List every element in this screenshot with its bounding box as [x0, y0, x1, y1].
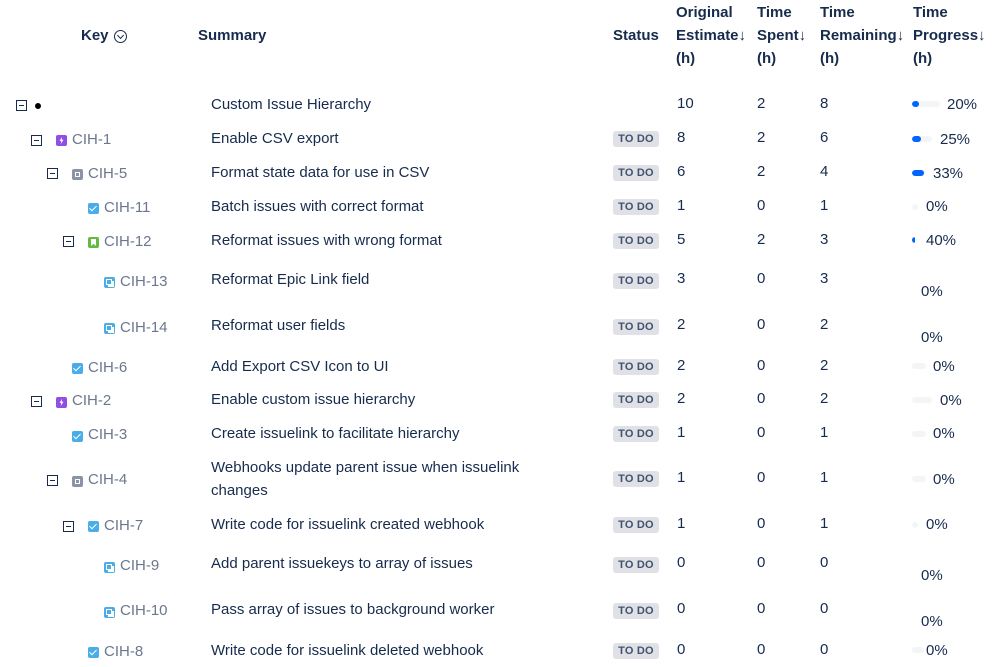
issue-key-link[interactable]: CIH-12 [104, 233, 152, 250]
issue-summary[interactable]: Enable CSV export [211, 130, 339, 147]
time-spent: 2 [757, 231, 766, 248]
progress-percent: 0% [933, 358, 955, 375]
original-estimate: 1 [677, 469, 686, 486]
status-badge[interactable]: TO DO [613, 471, 659, 487]
task-icon [88, 521, 99, 532]
time-spent: 0 [757, 390, 766, 407]
header-line: Time [757, 4, 792, 21]
summary-header-label: Summary [198, 27, 267, 44]
subtask-icon [104, 607, 115, 618]
progress-percent: 25% [940, 131, 971, 148]
collapse-toggle-icon[interactable] [47, 475, 58, 486]
task-icon [72, 431, 83, 442]
issue-summary[interactable]: Create issuelink to facilitate hierarchy [211, 425, 460, 442]
sort-down-arrow-icon: ↓ [798, 27, 807, 44]
column-header-time-remaining[interactable] [820, 1, 904, 70]
collapse-toggle-icon[interactable] [31, 135, 42, 146]
time-remaining: 8 [820, 95, 829, 112]
progress-bar [912, 397, 932, 403]
collapse-toggle-icon[interactable] [63, 236, 74, 247]
original-estimate: 2 [677, 357, 686, 374]
column-header-status[interactable] [613, 24, 659, 47]
progress-bar [912, 204, 918, 210]
story-icon [88, 237, 99, 248]
header-line: Remaining↓ [820, 27, 905, 44]
issue-key-link[interactable]: CIH-10 [120, 602, 168, 619]
issue-key-link[interactable]: CIH-3 [88, 426, 128, 443]
status-badge[interactable]: TO DO [613, 233, 659, 249]
progress-bar [912, 647, 924, 653]
time-remaining: 3 [820, 231, 829, 248]
time-spent: 2 [757, 95, 766, 112]
progress-percent: 20% [947, 96, 978, 113]
task-icon [88, 647, 99, 658]
status-badge[interactable]: TO DO [613, 643, 659, 659]
progress-percent: 0% [940, 392, 962, 409]
original-estimate: 2 [677, 316, 686, 333]
header-line: (h) [757, 50, 777, 67]
original-estimate: 2 [677, 390, 686, 407]
original-estimate: 1 [677, 424, 686, 441]
issue-summary[interactable]: Pass array of issues to background worker [211, 601, 495, 618]
issue-key-link[interactable]: CIH-13 [120, 273, 168, 290]
original-estimate: 6 [677, 163, 686, 180]
progress-fill [912, 170, 924, 176]
issue-summary[interactable]: Add Export CSV Icon to UI [211, 358, 389, 375]
subtask-icon [72, 169, 83, 180]
time-spent: 0 [757, 515, 766, 532]
original-estimate: 0 [677, 600, 686, 617]
progress-percent: 0% [933, 471, 955, 488]
header-line: Spent↓ [757, 27, 807, 44]
progress-percent: 0% [926, 642, 948, 659]
issue-key-link[interactable]: CIH-4 [88, 471, 128, 488]
collapse-toggle-icon[interactable] [63, 521, 74, 532]
original-estimate: 3 [677, 270, 686, 287]
time-spent: 0 [757, 197, 766, 214]
time-remaining: 4 [820, 163, 829, 180]
progress-fill [912, 101, 919, 107]
time-spent: 0 [757, 469, 766, 486]
progress-fill [912, 136, 921, 142]
issue-key-link[interactable]: CIH-7 [104, 517, 144, 534]
header-line: (h) [820, 50, 840, 67]
column-header-time-progress[interactable] [913, 1, 986, 70]
issue-summary[interactable]: Webhooks update parent issue when issuelink changes [211, 459, 520, 499]
progress-bar [912, 237, 915, 243]
task-icon [88, 203, 99, 214]
header-line: Time [820, 4, 855, 21]
time-remaining: 2 [820, 390, 829, 407]
progress-bar [912, 476, 926, 482]
status-badge[interactable]: TO DO [613, 199, 659, 215]
issue-key-link[interactable]: CIH-14 [120, 319, 168, 336]
time-remaining: 1 [820, 197, 829, 214]
status-badge[interactable]: TO DO [613, 359, 659, 375]
issue-summary[interactable]: Enable custom issue hierarchy [211, 391, 416, 408]
time-remaining: 0 [820, 600, 829, 617]
sort-down-arrow-icon: ↓ [978, 27, 986, 44]
original-estimate: 5 [677, 231, 686, 248]
time-spent: 0 [757, 641, 766, 658]
issue-summary[interactable]: Reformat Epic Link field [211, 271, 370, 288]
status-badge[interactable]: TO DO [613, 165, 659, 181]
progress-percent: 0% [921, 567, 943, 584]
progress-percent: 0% [921, 613, 943, 630]
time-remaining: 0 [820, 641, 829, 658]
sort-down-arrow-icon: ↓ [896, 27, 905, 44]
issue-key-link[interactable]: CIH-2 [72, 392, 112, 409]
progress-bar [912, 170, 926, 176]
root-bullet-icon [35, 103, 41, 109]
column-header-summary[interactable] [198, 24, 266, 47]
original-estimate: 0 [677, 554, 686, 571]
progress-percent: 0% [926, 198, 948, 215]
task-icon [72, 363, 83, 374]
original-estimate: 10 [677, 95, 694, 112]
original-estimate: 1 [677, 515, 686, 532]
issue-summary[interactable]: Write code for issuelink deleted webhook [211, 642, 484, 659]
time-spent: 0 [757, 270, 766, 287]
subtask-icon [104, 562, 115, 573]
time-remaining: 0 [820, 554, 829, 571]
epic-icon [56, 397, 67, 408]
issue-key-link[interactable]: CIH-6 [88, 359, 128, 376]
issue-key-link[interactable]: CIH-9 [120, 557, 160, 574]
status-badge[interactable]: TO DO [613, 517, 659, 533]
progress-percent: 0% [921, 283, 943, 300]
status-badge[interactable]: TO DO [613, 426, 659, 442]
original-estimate: 1 [677, 197, 686, 214]
header-line: Progress↓ [913, 27, 986, 44]
original-estimate: 8 [677, 129, 686, 146]
time-remaining: 1 [820, 424, 829, 441]
issue-summary[interactable]: Format state data for use in CSV [211, 164, 430, 181]
status-badge[interactable]: TO DO [613, 557, 659, 573]
time-spent: 0 [757, 357, 766, 374]
progress-bar [912, 101, 940, 107]
key-header-label: Key [81, 27, 109, 44]
column-header-time-spent[interactable] [757, 1, 806, 70]
time-remaining: 3 [820, 270, 829, 287]
progress-percent: 33% [933, 165, 964, 182]
time-spent: 0 [757, 424, 766, 441]
time-remaining: 1 [820, 515, 829, 532]
issue-key-link[interactable]: CIH-5 [88, 165, 128, 182]
subtask-icon [104, 323, 115, 334]
status-badge[interactable]: TO DO [613, 273, 659, 289]
time-spent: 0 [757, 554, 766, 571]
issue-key-link[interactable]: CIH-8 [104, 643, 144, 660]
header-line: (h) [913, 50, 933, 67]
status-badge[interactable]: TO DO [613, 392, 659, 408]
progress-percent: 0% [921, 329, 943, 346]
issue-summary[interactable]: Add parent issuekeys to array of issues [211, 555, 473, 572]
time-spent: 2 [757, 163, 766, 180]
progress-bar [912, 363, 926, 369]
sort-chevron-icon[interactable] [114, 30, 127, 43]
status-badge[interactable]: TO DO [613, 603, 659, 619]
header-line: (h) [676, 50, 696, 67]
original-estimate: 0 [677, 641, 686, 658]
collapse-toggle-icon[interactable] [31, 396, 42, 407]
time-remaining: 2 [820, 316, 829, 333]
collapse-toggle-icon[interactable] [47, 168, 58, 179]
time-remaining: 2 [820, 357, 829, 374]
issue-summary[interactable]: Write code for issuelink created webhook [211, 516, 485, 533]
time-spent: 0 [757, 316, 766, 333]
column-header-original-estimate[interactable] [676, 1, 746, 70]
issue-key-link[interactable]: CIH-1 [72, 131, 112, 148]
progress-percent: 40% [926, 232, 957, 249]
collapse-toggle-icon[interactable] [16, 100, 27, 111]
issue-summary[interactable]: Reformat issues with wrong format [211, 232, 442, 249]
column-header-key[interactable] [81, 24, 127, 47]
progress-bar [912, 136, 932, 142]
issue-summary[interactable]: Reformat user fields [211, 317, 346, 334]
time-remaining: 6 [820, 129, 829, 146]
progress-bar [912, 431, 926, 437]
progress-percent: 0% [926, 516, 948, 533]
issue-summary[interactable]: Batch issues with correct format [211, 198, 424, 215]
header-line: Time [913, 4, 948, 21]
header-line: Estimate↓ [676, 27, 747, 44]
issue-summary[interactable]: Custom Issue Hierarchy [211, 96, 372, 113]
status-header-label: Status [613, 27, 659, 44]
progress-fill [912, 237, 915, 243]
status-badge[interactable]: TO DO [613, 131, 659, 147]
subtask-icon [104, 277, 115, 288]
progress-bar [912, 522, 918, 528]
progress-percent: 0% [933, 425, 955, 442]
sort-down-arrow-icon: ↓ [738, 27, 747, 44]
time-spent: 0 [757, 600, 766, 617]
epic-icon [56, 135, 67, 146]
status-badge[interactable]: TO DO [613, 319, 659, 335]
time-remaining: 1 [820, 469, 829, 486]
header-line: Original [676, 4, 733, 21]
subtask-icon [72, 476, 83, 487]
time-spent: 2 [757, 129, 766, 146]
issue-key-link[interactable]: CIH-11 [104, 199, 151, 216]
